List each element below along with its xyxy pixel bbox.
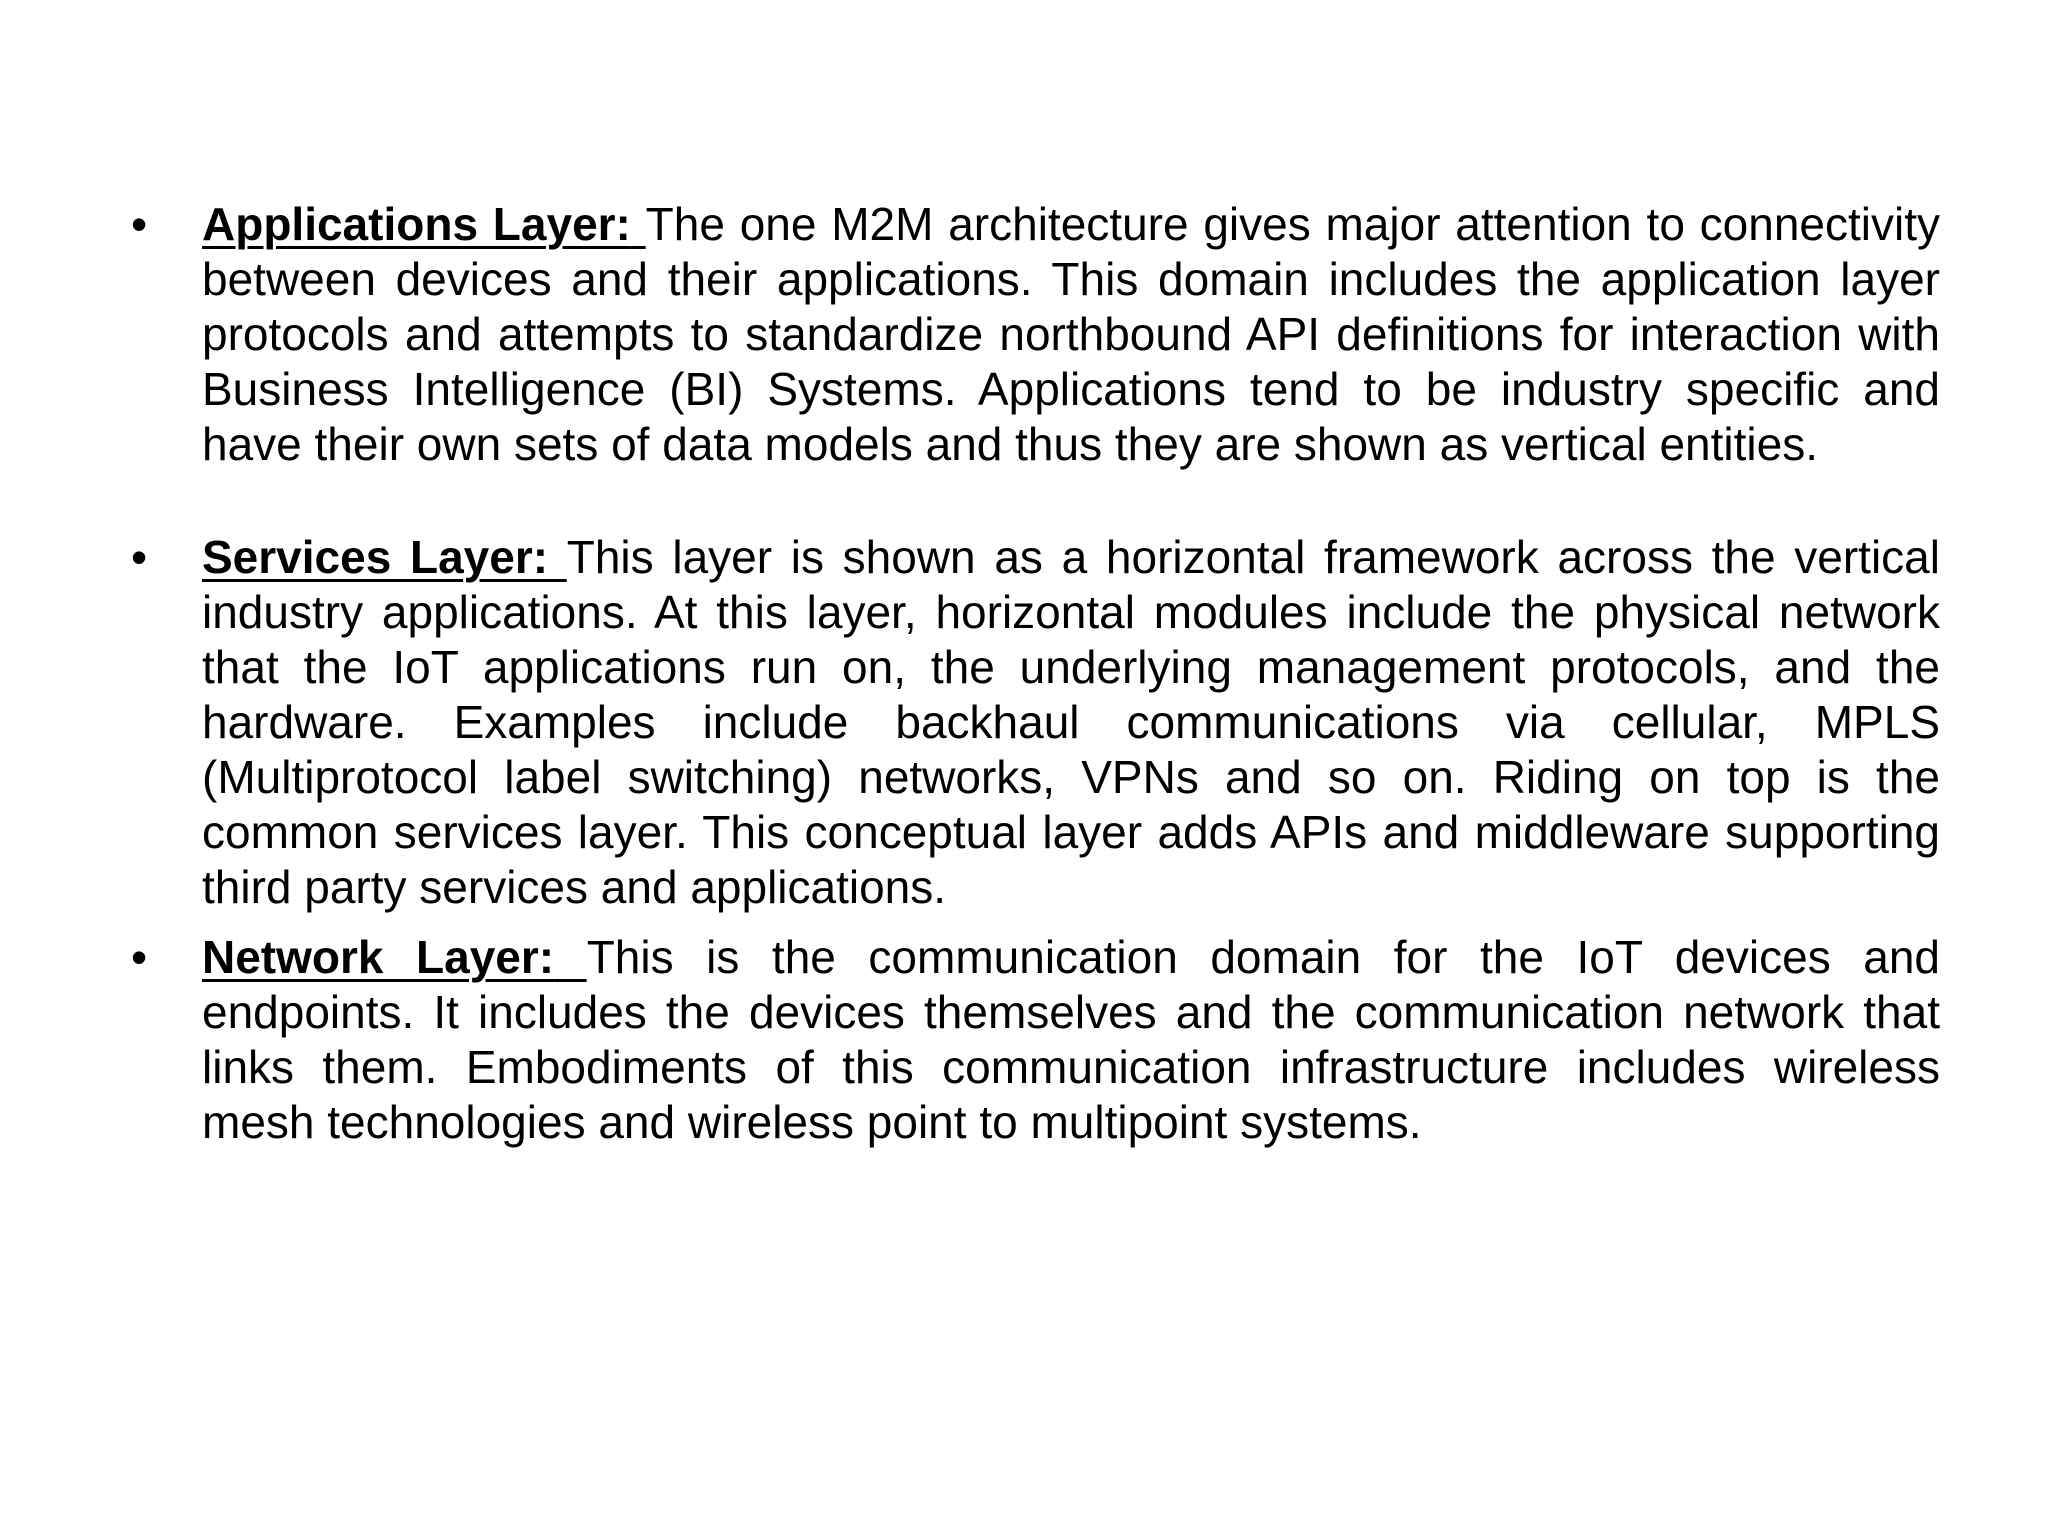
bullet-services-layer (130, 530, 1940, 915)
network-layer-term: Network Layer: (202, 931, 555, 983)
network-layer-text: This is the communication domain for the IoT devices and endpoints. It includes the devices themselves and the communication network that links them. Embodiments of this communication infrastructure includes wireless mesh technologies and wireless point to multipoint systems. (202, 931, 1940, 1148)
bullet-icon: • (130, 198, 148, 250)
bullet-network-layer (130, 930, 1940, 1150)
applications-layer-text: The one M2M architecture gives major attention to connectivity between devices and their applications. This domain includes the application layer protocols and attempts to standardize northbound API definitions for interaction with Business Intelligence (BI) Systems. Applications tend to be industry specific and have their own sets of data models and thus they are shown as vertical entities. (202, 198, 1941, 470)
services-layer-text: This layer is shown as a horizontal framework across the vertical industry applications. At this layer, horizontal modules include the physical network that the IoT applications run on, the underlying management protocols, and the hardware. Examples include backhaul communications via cellular, MPLS (Multiprotocol label switching) networks, VPNs and so on. Riding on top is the common services layer. This conceptual layer adds APIs and middleware supporting third party services and applications. (202, 531, 1940, 913)
applications-layer-term: Applications Layer: (202, 198, 631, 250)
bullet-icon: • (130, 931, 148, 983)
bullet-applications-layer (130, 197, 1941, 472)
bullet-list (130, 197, 1941, 1150)
bullet-icon: • (130, 531, 148, 583)
services-layer-term: Services Layer: (202, 531, 549, 583)
